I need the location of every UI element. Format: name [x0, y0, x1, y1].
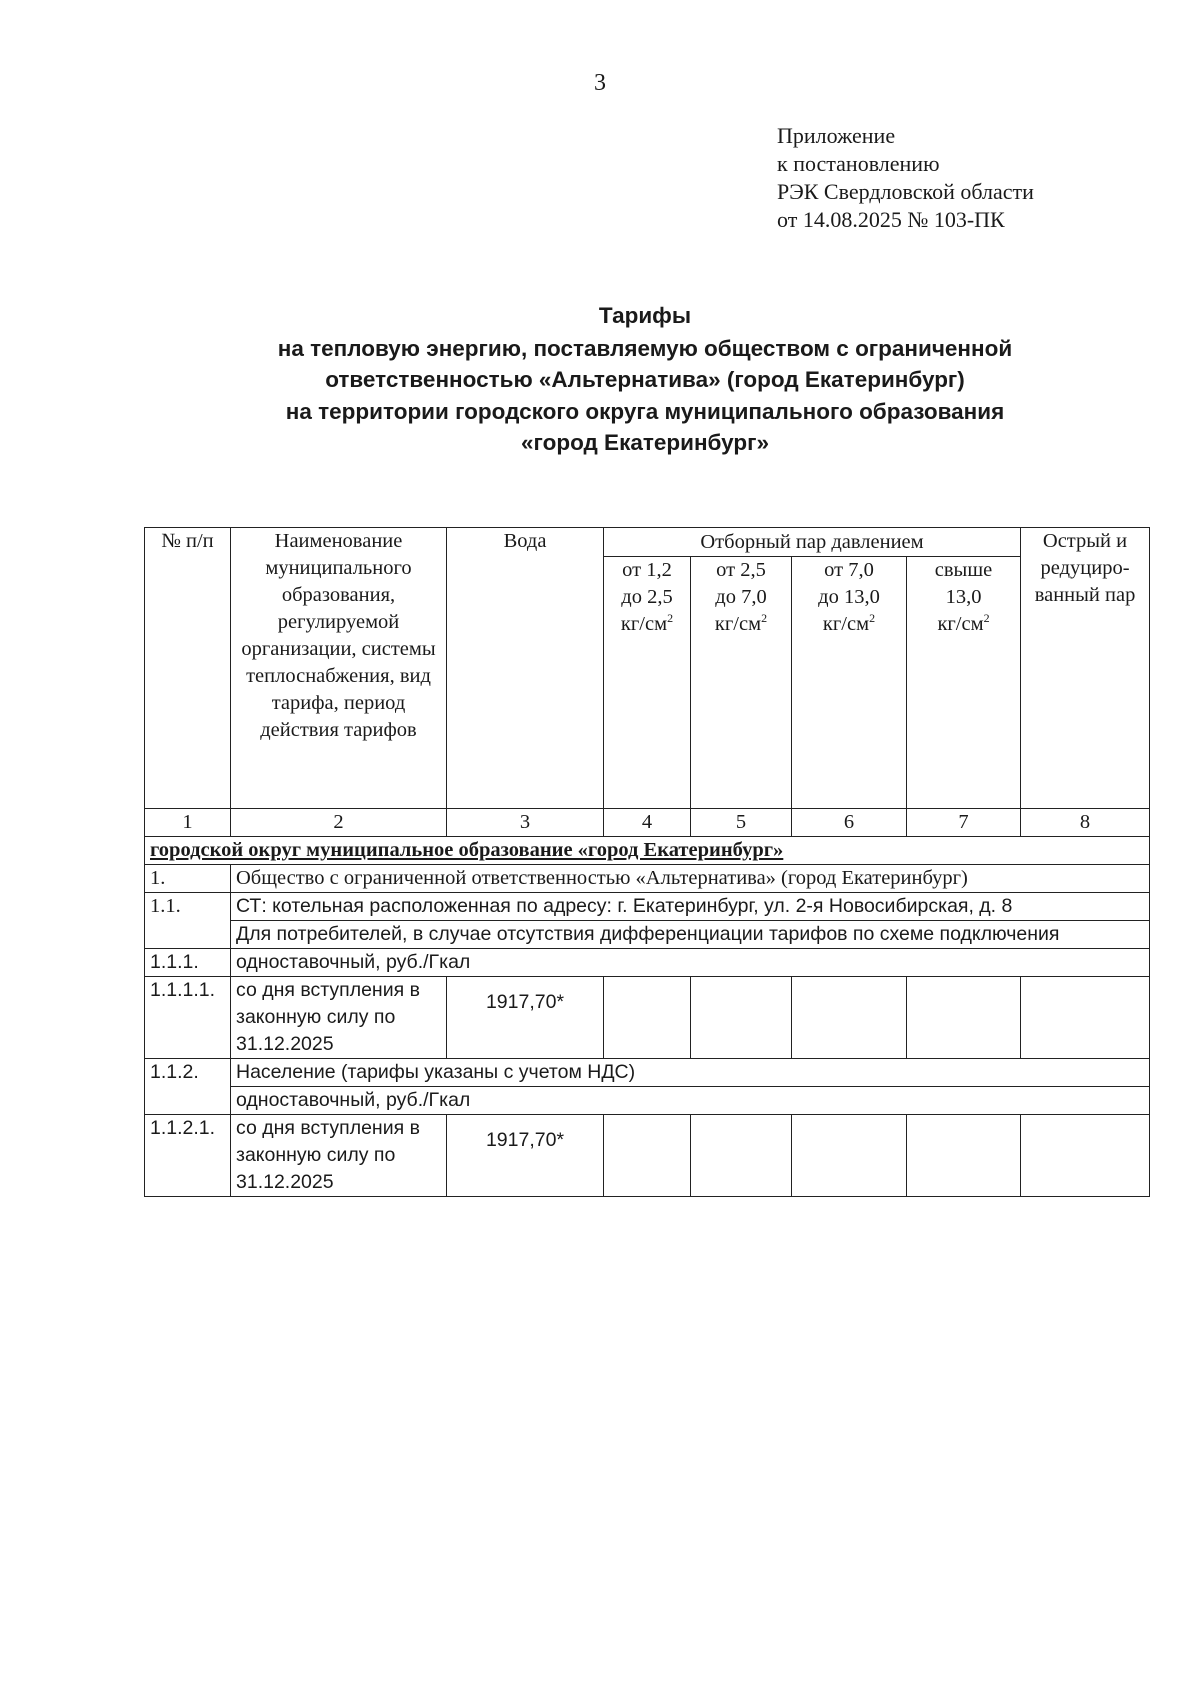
empty-cell: [691, 1115, 792, 1197]
row-number: 1.1.1.1.: [145, 977, 231, 1059]
column-number: 7: [907, 809, 1021, 837]
empty-cell: [907, 1115, 1021, 1197]
header-steam-2: от 2,5 до 7,0 $кг/см^2$: [691, 557, 792, 809]
table-row: [145, 1115, 1150, 1197]
table-row: [145, 1087, 1150, 1115]
tariff-period: со дня вступления в законную силу по 31.12.2025: [231, 1115, 447, 1197]
organization-name: Общество с ограниченной ответственностью «Альтернатива» (город Екатеринбург): [231, 865, 1150, 893]
empty-cell: [1021, 1115, 1150, 1197]
column-number: 1: [145, 809, 231, 837]
row-number: 1.1.: [145, 893, 231, 949]
title-line: «город Екатеринбург»: [521, 430, 769, 455]
header-steam-4: свыше 13,0 $кг/см^2$: [907, 557, 1021, 809]
row-number: 1.1.1.: [145, 949, 231, 977]
header-steam-3: от 7,0 до 13,0 $кг/см^2$: [792, 557, 907, 809]
title-line: на тепловую энергию, поставляемую обществом с ограниченной: [277, 335, 1013, 361]
water-tariff-value: 1917,70*: [447, 977, 604, 1059]
column-number: 6: [792, 809, 907, 837]
empty-cell: [907, 977, 1021, 1059]
column-numbers-row: [145, 809, 1150, 837]
table-row: [145, 949, 1150, 977]
table-row: [145, 977, 1150, 1059]
header-sharp-steam: Острый и редуциро-ванный пар: [1021, 528, 1150, 809]
table-row: [145, 921, 1150, 949]
header-row: [145, 528, 1150, 557]
empty-cell: [1021, 977, 1150, 1059]
region-name: городской округ муниципальное образование «город Екатеринбург»: [145, 837, 1150, 865]
empty-cell: [604, 1115, 691, 1197]
header-name: Наименование муниципального образования, регулируемой организации, системы теплоснабжения, вид тарифа, период действия тарифов: [231, 528, 447, 809]
row-number: 1.: [145, 865, 231, 893]
page-number: 3: [594, 70, 606, 96]
title-line: Тарифы: [598, 303, 692, 328]
title-line: на территории городского округа муниципального образования: [285, 398, 1005, 424]
appendix-line: РЭК Свердловской области: [777, 179, 1034, 204]
appendix-line: к постановлению: [777, 151, 940, 176]
tariff-period: со дня вступления в законную силу по 31.12.2025: [231, 977, 447, 1059]
title-line: ответственностью «Альтернатива» (город Екатеринбург): [325, 367, 965, 392]
empty-cell: [691, 977, 792, 1059]
column-number: 3: [447, 809, 604, 837]
column-number: 5: [691, 809, 792, 837]
heat-system: СТ: котельная расположенная по адресу: г. Екатеринбург, ул. 2-я Новосибирская, д. 8: [231, 893, 1150, 921]
table-row: [145, 1059, 1150, 1087]
tariffs-table: [144, 527, 1150, 1197]
row-number: 1.1.2.1.: [145, 1115, 231, 1197]
rate-type: одноставочный, руб./Гкал: [231, 1087, 1150, 1115]
header-water: Вода: [447, 528, 604, 809]
appendix-line: от 14.08.2025 № 103-ПК: [777, 207, 1005, 232]
region-row: [145, 837, 1150, 865]
table-row: [145, 865, 1150, 893]
appendix-line: Приложение: [777, 123, 896, 148]
rate-type: одноставочный, руб./Гкал: [231, 949, 1150, 977]
header-steam-1: от 1,2 до 2,5 $кг/см^2$: [604, 557, 691, 809]
header-steam-group: Отборный пар давлением: [604, 528, 1021, 557]
water-tariff-value: 1917,70*: [447, 1115, 604, 1197]
column-number: 8: [1021, 809, 1150, 837]
table-row: [145, 893, 1150, 921]
appendix-reference: [777, 122, 1034, 234]
column-number: 4: [604, 809, 691, 837]
column-number: 2: [231, 809, 447, 837]
consumers-note: Для потребителей, в случае отсутствия дифференциации тарифов по схеме подключения: [231, 921, 1150, 949]
document-title: [150, 300, 1140, 459]
row-number: 1.1.2.: [145, 1059, 231, 1115]
empty-cell: [792, 1115, 907, 1197]
empty-cell: [792, 977, 907, 1059]
empty-cell: [604, 977, 691, 1059]
header-num: № п/п: [145, 528, 231, 809]
population-note: Население (тарифы указаны с учетом НДС): [231, 1059, 1150, 1087]
